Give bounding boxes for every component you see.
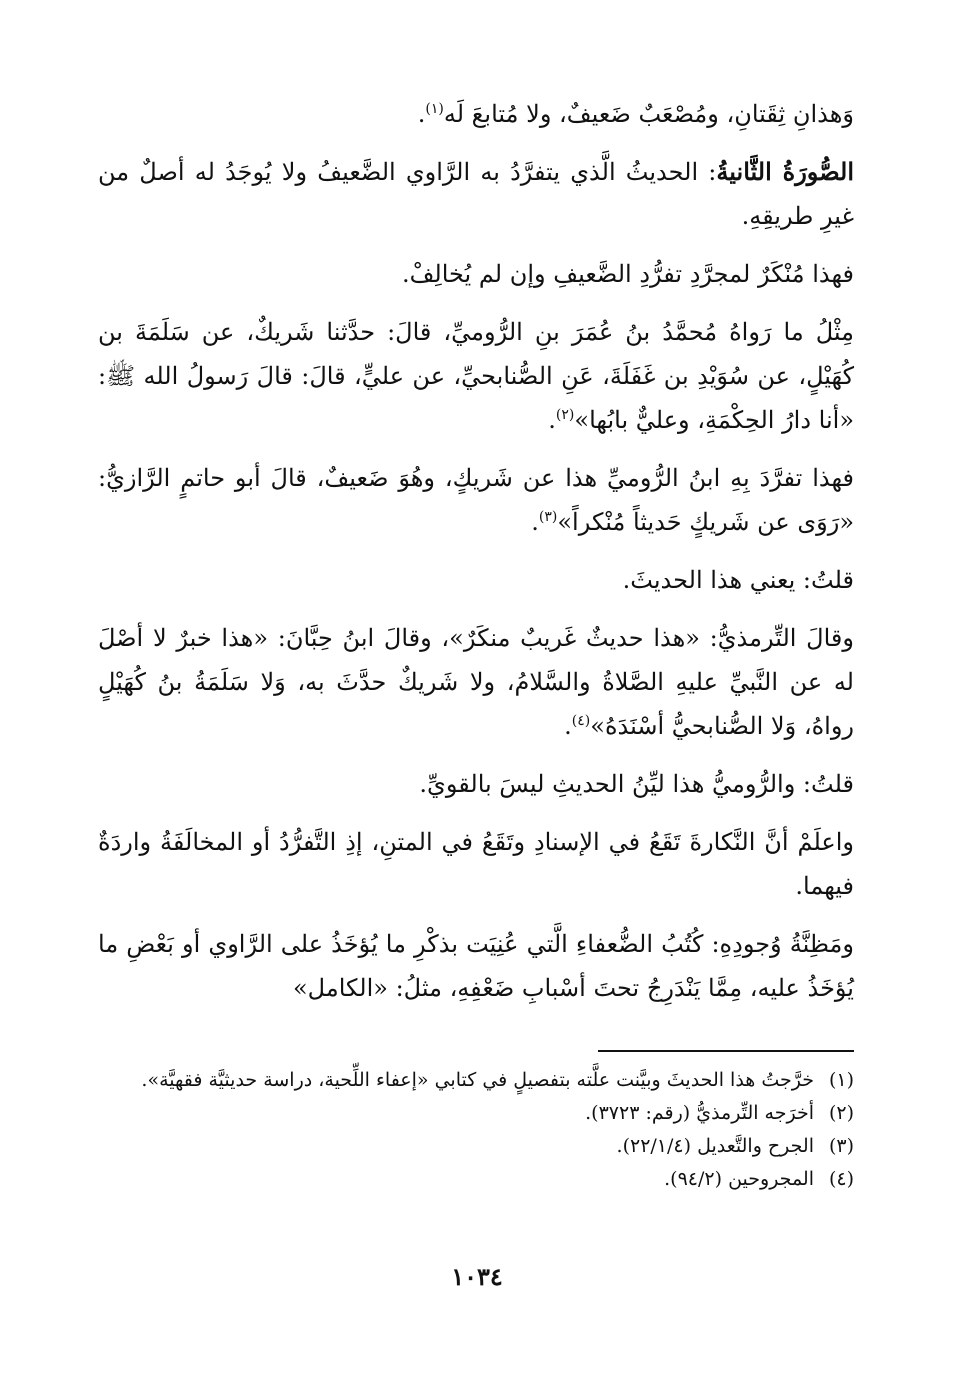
paragraph-end: . xyxy=(564,712,572,740)
paragraph-3 xyxy=(98,252,854,296)
footnote-marker: (١) xyxy=(425,101,444,117)
main-text xyxy=(98,92,854,1024)
footnotes xyxy=(98,1064,854,1196)
paragraph-text: قلتُ: والرُّوميُّ هذا ليِّنُ الحديثِ ليسَ بالقويِّ. xyxy=(419,770,854,798)
footnote-divider xyxy=(598,1050,854,1052)
section-heading: الصُّورَةُ الثَّانيةُ xyxy=(716,157,854,186)
paragraph-5 xyxy=(98,456,854,544)
paragraph-text: فهذا تفرَّدَ بِهِ ابنُ الرُّوميِّ هذا عن شَريكٍ، وهُوَ ضَعيفٌ، قالَ أبو حاتمٍ الرَّازيُّ: «رَوَى عن شَريكٍ حَديثاً مُنْكراً» xyxy=(98,464,854,536)
footnote-number: (١) xyxy=(828,1069,854,1091)
footnote-number: (٢) xyxy=(828,1102,854,1124)
paragraph-text: وَهذانِ ثِقَتانِ، ومُصْعَبٌ ضَعيفٌ، ولا مُتابعَ لَه xyxy=(443,100,854,128)
paragraph-text: قلتُ: يعني هذا الحديثَ. xyxy=(622,566,854,594)
paragraph-1 xyxy=(98,92,854,136)
paragraph-text: واعلَمْ أنَّ النَّكارةَ تَقَعُ في الإسنادِ وتَقَعُ في المتنِ، إذِ التَّفرُّدُ أو المخالَفَةُ واردَةٌ فيهما. xyxy=(98,828,854,900)
paragraph-2 xyxy=(98,150,854,238)
paragraph-end: . xyxy=(417,100,426,128)
paragraph-9 xyxy=(98,820,854,908)
footnote-marker: (٢) xyxy=(555,407,575,423)
footnote-4 xyxy=(98,1163,854,1196)
paragraph-4 xyxy=(98,310,854,442)
footnote-3 xyxy=(98,1130,854,1163)
footnote-2 xyxy=(98,1097,854,1130)
footnote-marker: (٣) xyxy=(538,509,558,525)
paragraph-text: : الحديثُ الَّذي يتفرَّدُ به الرَّاوي الضَّعيفُ ولا يُوجَدُ له أصلٌ من غيرِ طريقِهِ. xyxy=(98,158,854,230)
paragraph-7 xyxy=(98,616,854,748)
footnote-1 xyxy=(98,1064,854,1097)
paragraph-end: . xyxy=(548,406,556,434)
paragraph-text: وقالَ التِّرمذيُّ: «هذا حديثٌ غَريبٌ منكَرٌ»، وقالَ ابنُ حِبَّانَ: «هذا خبرٌ لا أصْلَ له عن النَّبيِّ عليهِ الصَّلاةُ والسَّلامُ، ولا شَريكٌ حدَّثَ به، وَلا سَلَمَةُ بنُ كُهَيْلٍ رواهُ، وَلا الصُّنابحيُّ أسْنَدَهُ» xyxy=(98,624,854,740)
footnote-text: المجروحين (٩٤/٢). xyxy=(664,1168,814,1190)
footnote-number: (٤) xyxy=(828,1168,854,1190)
paragraph-text: مِثْلُ ما رَواهُ مُحمَّدُ بنُ عُمَرَ بنِ الرُّوميِّ، قالَ: حدَّثنا شَريكٌ، عن سَلَمَةَ بن كُهَيْلٍ، عن سُوَيْدِ بن غَفَلَةَ، عَنِ الصُّنابحيِّ، عن عليٍّ، قالَ: قالَ رَسولُ الله ﷺ: «أنا دارُ الحِكْمَةِ، وعليٌّ بابُها» xyxy=(98,318,854,434)
footnote-marker: (٤) xyxy=(571,713,591,729)
paragraph-text: ومَظِنَّةُ وُجودِهِ: كُتُبُ الضُّعفاءِ الَّتي عُنِيَت بذكْرِ ما يُؤخَذُ على الرَّاوي أو بَعْضِ ما يُؤخَذُ عليه، مِمَّا يَنْدَرِجُ تحتَ أسْبابِ ضَعْفِهِ، مثلُ: «الكامل» xyxy=(98,930,854,1002)
page-number: ١٠٣٤ xyxy=(451,1262,503,1291)
footnote-text: خرَّجتُ هذا الحديثَ وبيَّنت علَّته بتفصيلٍ في كتابي «إعفاء اللِّحية، دراسة حديثيَّة فقهيَّة». xyxy=(141,1069,814,1091)
footnote-text: الجرح والتَّعديل (٢٢/١/٤). xyxy=(616,1135,814,1157)
footnote-number: (٣) xyxy=(828,1135,854,1157)
paragraph-6 xyxy=(98,558,854,602)
footnote-text: أخرَجه التِّرمذيُّ (رقم: ٣٧٢٣). xyxy=(585,1102,814,1124)
paragraph-end: . xyxy=(531,508,539,536)
paragraph-text: فهذا مُنْكَرٌ لمجرَّدِ تفرُّدِ الضَّعيفِ وإن لم يُخالِفْ. xyxy=(401,260,854,288)
paragraph-10 xyxy=(98,922,854,1010)
paragraph-8 xyxy=(98,762,854,806)
